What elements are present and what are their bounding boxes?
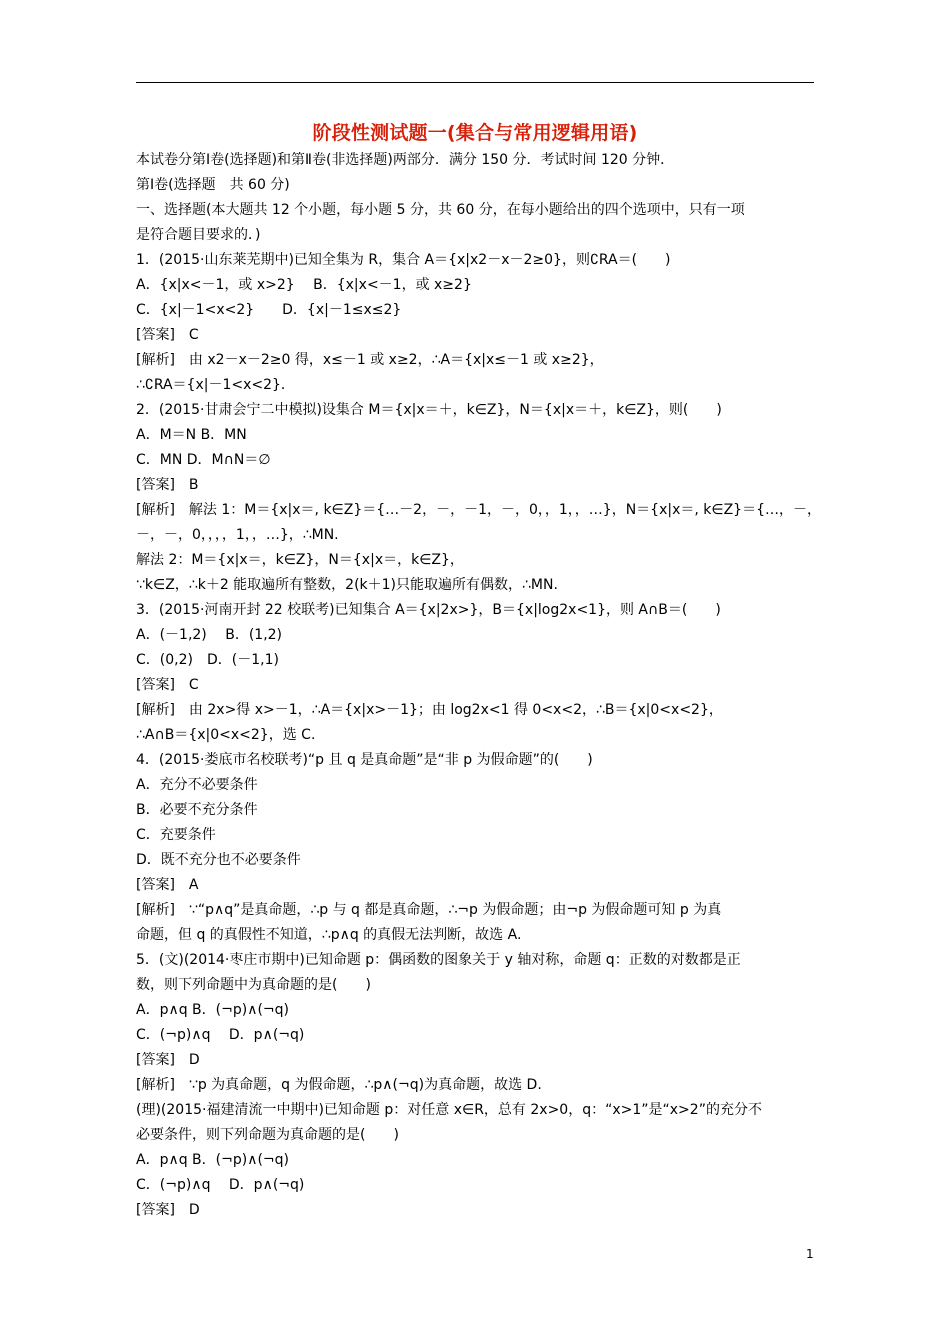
text-line: C．(0,2) D．(－1,1) bbox=[136, 652, 279, 668]
text-line: ∴∁RA＝{x|－1<x<2}． bbox=[136, 377, 295, 393]
text-line: A．{x|x<－1，或 x>2} B．{x|x<－1，或 x≥2} bbox=[136, 277, 472, 293]
text-line: ∵k∈Z，∴k＋2 能取遍所有整数，2(k＋1)只能取遍所有偶数，∴MN. bbox=[136, 577, 558, 593]
text-line: 必要条件，则下列命题为真命题的是( ) bbox=[136, 1127, 399, 1143]
text-line: 命题，但 q 的真假性不知道，∴p∧q 的真假无法判断，故选 A. bbox=[136, 927, 522, 943]
text-line: [答案] D bbox=[136, 1052, 200, 1068]
text-line: A．p∧q B．(¬p)∧(¬q) bbox=[136, 1002, 289, 1018]
text-line: (理)(2015·福建清流一中期中)已知命题 p：对任意 x∈R，总有 2x>0，q：“x>1”是“x>2”的充分不 bbox=[136, 1102, 762, 1118]
text-line: ∴A∩B＝{x|0<x<2}，选 C. bbox=[136, 727, 316, 743]
text-line: 1．(2015·山东莱芜期中)已知全集为 R，集合 A＝{x|x2－x－2≥0}，则∁RA＝( ) bbox=[136, 252, 671, 268]
text-line: [解析] 解法 1：M＝{x|x＝, k∈Z}＝{…－2，－，－1，－，0，，1，，…}，N＝{x|x＝, k∈Z}＝{…，－， bbox=[136, 502, 821, 518]
text-line: 本试卷分第Ⅰ卷(选择题)和第Ⅱ卷(非选择题)两部分．满分 150 分．考试时间 120 分钟． bbox=[136, 152, 675, 168]
text-line: A．(－1,2) B．(1,2) bbox=[136, 627, 283, 643]
document-body bbox=[136, 148, 821, 1223]
text-line: A．M＝N B．MN bbox=[136, 427, 247, 443]
text-line: C．{x|－1<x<2} D．{x|－1≤x≤2} bbox=[136, 302, 402, 318]
text-line: [解析] ∵“p∧q”是真命题，∴p 与 q 都是真命题，∴¬p 为假命题；由¬p 为假命题可知 p 为真 bbox=[136, 902, 722, 918]
text-line: 5．(文)(2014·枣庄市期中)已知命题 p：偶函数的图象关于 y 轴对称，命题 q：正数的对数都是正 bbox=[136, 952, 741, 968]
text-line: [答案] C bbox=[136, 677, 199, 693]
text-line: A．充分不必要条件 bbox=[136, 777, 258, 793]
text-line: C．(¬p)∧q D．p∧(¬q) bbox=[136, 1027, 305, 1043]
page-number: 1 bbox=[806, 1247, 814, 1261]
text-line: 是符合题目要求的．) bbox=[136, 227, 261, 243]
text-line: 数，则下列命题中为真命题的是( ) bbox=[136, 977, 371, 993]
text-line: C．充要条件 bbox=[136, 827, 216, 843]
text-line: [解析] 由 x2－x－2≥0 得，x≤－1 或 x≥2，∴A＝{x|x≤－1 或 x≥2}， bbox=[136, 352, 604, 368]
text-line: －，－，0，，，，1，，…}，∴MN. bbox=[136, 527, 339, 543]
text-line: [解析] 由 2x>得 x>－1，∴A＝{x|x>－1}；由 log2x<1 得 0<x<2，∴B＝{x|0<x<2}， bbox=[136, 702, 723, 718]
text-line: [答案] C bbox=[136, 327, 199, 343]
text-line: 2．(2015·甘肃会宁二中模拟)设集合 M＝{x|x＝＋，k∈Z}，N＝{x|x＝＋，k∈Z}，则( ) bbox=[136, 402, 722, 418]
text-line: 解法 2：M＝{x|x＝，k∈Z}，N＝{x|x＝，k∈Z}， bbox=[136, 552, 464, 568]
text-line: [答案] D bbox=[136, 1202, 200, 1218]
text-line: B．必要不充分条件 bbox=[136, 802, 258, 818]
text-line: C．(¬p)∧q D．p∧(¬q) bbox=[136, 1177, 305, 1193]
text-line: [答案] B bbox=[136, 477, 199, 493]
text-line: A．p∧q B．(¬p)∧(¬q) bbox=[136, 1152, 289, 1168]
page-title: 阶段性测试题一(集合与常用逻辑用语) bbox=[312, 122, 638, 144]
text-line: D．既不充分也不必要条件 bbox=[136, 852, 301, 868]
text-line: 一、选择题(本大题共 12 个小题，每小题 5 分，共 60 分，在每小题给出的四个选项中，只有一项 bbox=[136, 202, 745, 218]
text-line: [解析] ∵p 为真命题，q 为假命题，∴p∧(¬q)为真命题，故选 D. bbox=[136, 1077, 542, 1093]
header-rule bbox=[136, 82, 814, 83]
text-line: 4．(2015·娄底市名校联考)“p 且 q 是真命题”是“非 p 为假命题”的( ) bbox=[136, 752, 593, 768]
text-line: [答案] A bbox=[136, 877, 199, 893]
text-line: 第Ⅰ卷(选择题 共 60 分) bbox=[136, 177, 290, 193]
text-line: 3．(2015·河南开封 22 校联考)已知集合 A＝{x|2x>}，B＝{x|log2x<1}，则 A∩B＝( ) bbox=[136, 602, 721, 618]
text-line: C．MN D．M∩N＝∅ bbox=[136, 452, 271, 468]
